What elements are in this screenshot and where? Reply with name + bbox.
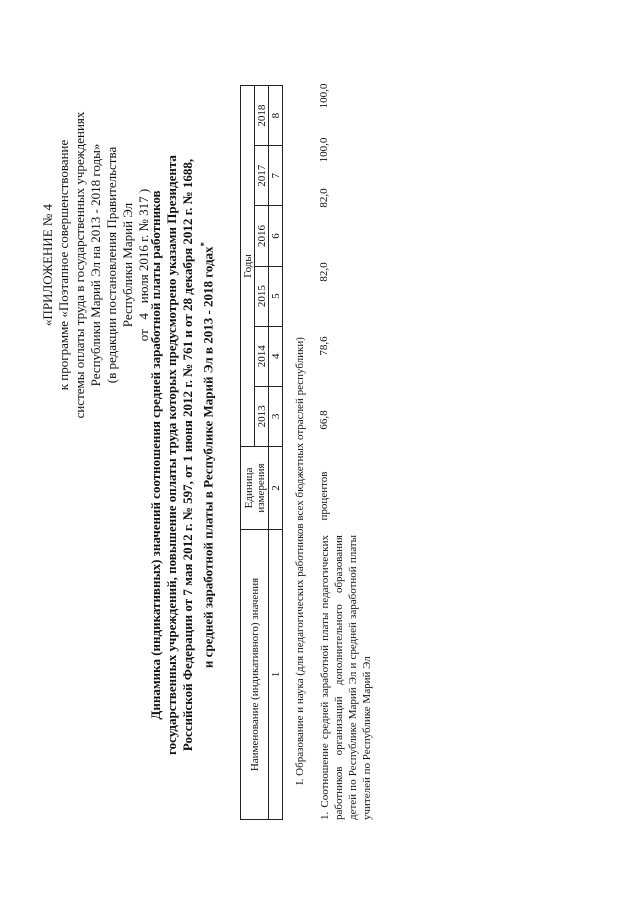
appendix-line: Республики Марий Эл на 2013 - 2018 годы» — [88, 143, 103, 387]
ref-from: от — [136, 329, 151, 342]
value-2014: 78,6 — [318, 336, 330, 356]
appendix-line: Республики Марий Эл — [120, 202, 135, 328]
year-header: 2017 — [255, 146, 269, 206]
year-header: 2016 — [255, 206, 269, 266]
column-number: 2 — [269, 447, 283, 530]
document-page — [40, 65, 560, 845]
ref-close: ) — [136, 188, 151, 194]
year-header: 2018 — [255, 86, 269, 146]
section-heading: I. Образование и наука (для педагогических работников всех бюджетных отраслей республики) — [294, 337, 306, 785]
appendix-line: к программе «Поэтапное совершенствование — [56, 139, 71, 391]
value-2013: 66,8 — [318, 410, 330, 430]
year-header: 2014 — [255, 326, 269, 386]
indicator-unit: процентов — [318, 471, 330, 521]
column-number: 6 — [269, 206, 283, 266]
header-unit: Единица измерения — [241, 447, 269, 530]
title-line: Динамика (индикативных) значений соотношения средней заработной платы работников — [148, 190, 163, 720]
year-header: 2013 — [255, 386, 269, 446]
value-2018: 100,0 — [318, 83, 330, 109]
indicator-name: 1. Соотношение средней заработной платы педагогических работников организаций дополнительного образования детей по Республике Марий Эл и средней заработной платы учителей по Республике Марий Эл — [319, 535, 373, 820]
title-line: и средней заработной платы в Республике Марий Эл в 2013 - 2018 годах — [200, 246, 216, 669]
value-2015: 82,0 — [318, 262, 330, 282]
column-number: 4 — [269, 326, 283, 386]
title-line: Российской Федерации от 7 мая 2012 г. № 597, от 1 июня 2012 г. № 761 и от 28 декабря 2012 г. № 1688, — [180, 158, 195, 752]
ref-day: 4 — [136, 312, 151, 320]
column-number: 5 — [269, 266, 283, 326]
title-line: государственных учреждений, повышение оплаты труда которых предусмотрено указами Президента — [164, 155, 179, 755]
column-number: 8 — [269, 86, 283, 146]
footnote-mark: * — [199, 241, 209, 247]
year-header: 2015 — [255, 266, 269, 326]
ref-date: июля 2016 г. № — [136, 219, 151, 304]
appendix-line: «ПРИЛОЖЕНИЕ № 4 — [40, 203, 55, 327]
value-2017: 100,0 — [318, 137, 330, 163]
appendix-line: (в редакции постановления Правительства — [104, 146, 119, 384]
header-name: Наименование (индикативного) значения — [241, 530, 269, 820]
appendix-header — [40, 85, 152, 445]
document-title — [148, 75, 216, 835]
header-years: Годы — [241, 86, 255, 447]
column-number: 1 — [269, 530, 283, 820]
column-number: 3 — [269, 386, 283, 446]
column-number: 7 — [269, 146, 283, 206]
value-2016: 82,0 — [318, 188, 330, 208]
indicator-table — [240, 85, 283, 820]
appendix-line: системы оплаты труда в государственных учреждениях — [72, 111, 87, 419]
ref-number: 317 — [136, 196, 151, 216]
